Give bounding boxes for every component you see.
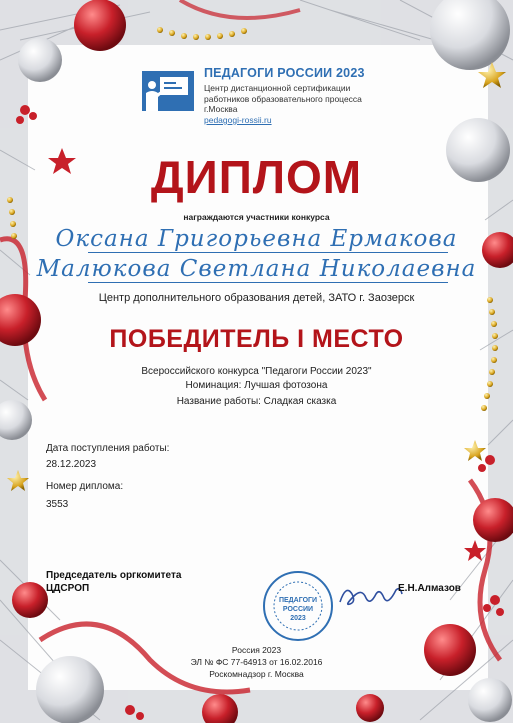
institution-name: Центр дополнительного образования детей, ЗАТО г. Заозерск <box>98 292 415 304</box>
contest-name: Всероссийского конкурса "Педагоги России 2023" <box>141 366 372 377</box>
signer-name: Е.Н.Алмазов <box>398 583 461 594</box>
awarded-text: награждаются участники конкурса <box>183 212 330 222</box>
footer-country-year: Россия 2023 <box>231 645 282 655</box>
website-link[interactable]: pedagogi-rossii.ru <box>204 115 272 125</box>
stamp-line-1: ПЕДАГОГИ <box>278 597 318 604</box>
organization-subtitle-line-2: работников образовательного процесса <box>204 93 362 104</box>
name-underline-2 <box>88 282 448 283</box>
handwritten-signature <box>336 580 406 610</box>
diploma-title: ДИПЛОМ <box>150 151 363 203</box>
winner-place: ПОБЕДИТЕЛЬ I МЕСТО <box>109 325 404 353</box>
work-title: Название работы: Сладкая сказка <box>176 396 337 407</box>
stamp-line-2: РОССИИ <box>282 606 314 613</box>
participant-name-2: Малюкова Светлана Николаевна <box>36 256 477 282</box>
name-underline-1 <box>88 252 448 253</box>
footer-regulator: Роскомнадзор г. Москва <box>209 669 304 679</box>
stamp-line-3: 2023 <box>290 615 306 622</box>
chair-title-line-1: Председатель оргкомитета <box>46 570 182 581</box>
organization-title: ПЕДАГОГИ РОССИИ 2023 <box>204 66 365 80</box>
chair-title-line-2: ЦДСРОП <box>46 583 90 594</box>
submission-date-value: 28.12.2023 <box>46 459 97 470</box>
participant-name-1: Оксана Григорьевна Ермакова <box>55 226 458 252</box>
teacher-at-board-icon <box>142 71 194 111</box>
footer-license: ЭЛ № ФС 77-64913 от 16.02.2016 <box>190 657 323 667</box>
submission-date-label: Дата поступления работы: <box>46 443 170 454</box>
organization-subtitle-line-1: Центр дистанционной сертификации <box>204 83 351 93</box>
round-seal-icon <box>262 570 334 642</box>
organization-subtitle <box>204 83 384 115</box>
diploma-number-value: 3553 <box>46 499 69 510</box>
organization-subtitle-line-3: г.Москва <box>204 104 238 114</box>
nomination: Номинация: Лучшая фотозона <box>185 380 328 391</box>
diploma-number-label: Номер диплома: <box>46 481 124 492</box>
